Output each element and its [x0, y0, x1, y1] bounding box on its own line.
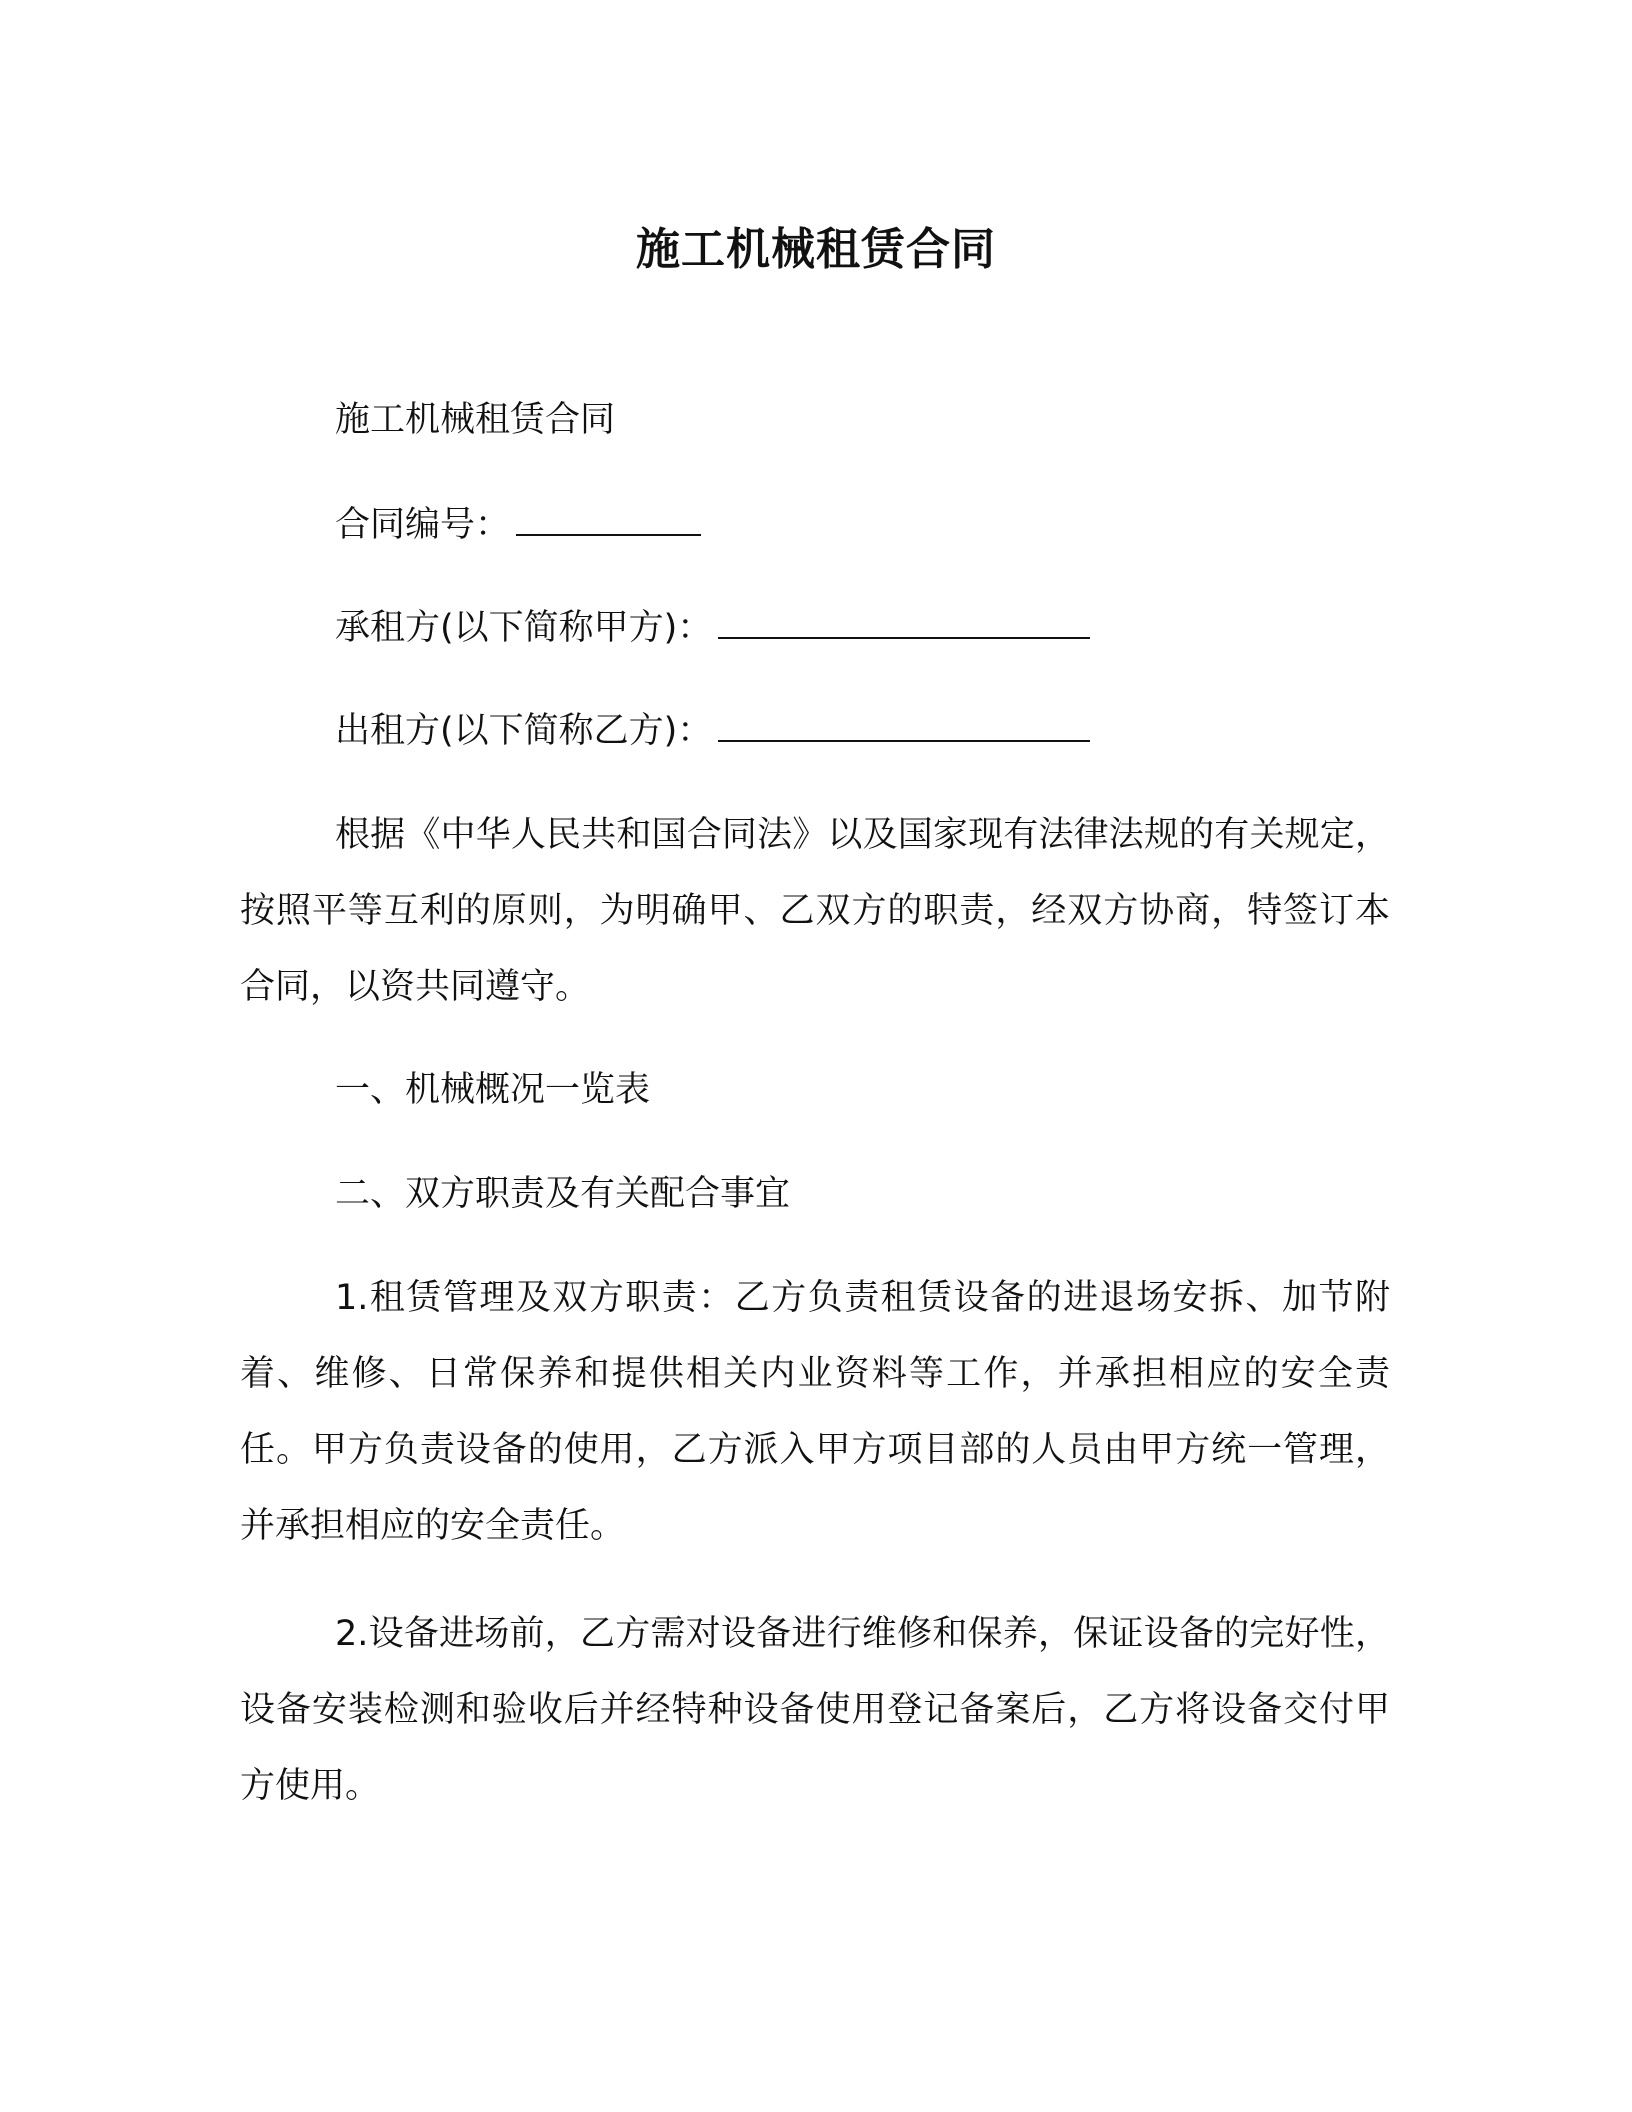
lessor-line	[335, 708, 1090, 753]
lessee-blank	[718, 605, 1090, 639]
clause-1-paragraph: 1.租赁管理及双方职责：乙方负责租赁设备的进退场安拆、加节附着、维修、日常保养和提供相关内业资料等工作，并承担相应的安全责任。甲方负责设备的使用，乙方派入甲方项目部的人员由甲方统一管理，并承担相应的安全责任。	[240, 1278, 1390, 1546]
section-2-heading: 二、双方职责及有关配合事宜	[335, 1174, 791, 1214]
contract-number-blank	[516, 502, 701, 536]
document-title: 施工机械租赁合同	[636, 224, 996, 275]
lessee-label: 承租方(以下简称甲方)：	[335, 608, 713, 648]
contract-number-line	[335, 502, 701, 547]
section-1-heading: 一、机械概况一览表	[335, 1070, 651, 1110]
clause-2-paragraph: 2.设备进场前，乙方需对设备进行维修和保养，保证设备的完好性，设备安装检测和验收后并经特种设备使用登记备案后，乙方将设备交付甲方使用。	[240, 1614, 1390, 1806]
lessee-line	[335, 605, 1090, 650]
lessor-label: 出租方(以下简称乙方)：	[335, 711, 713, 751]
lessor-blank	[718, 708, 1090, 742]
contract-number-label: 合同编号：	[335, 505, 511, 545]
intro-paragraph: 根据《中华人民共和国合同法》以及国家现有法律法规的有关规定，按照平等互利的原则，为明确甲、乙双方的职责，经双方协商，特签订本合同，以资共同遵守。	[240, 815, 1390, 1007]
contract-subtitle: 施工机械租赁合同	[335, 400, 616, 440]
